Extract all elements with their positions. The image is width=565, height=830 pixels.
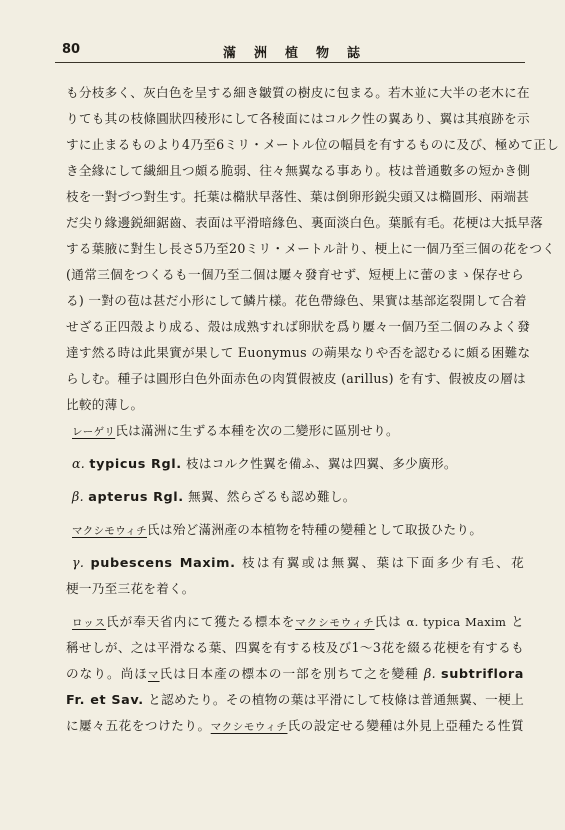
greek-letter: β. — [72, 489, 84, 504]
paragraph-text: 氏は殆ど滿洲產の本植物を特種の變種として取扱ひたり。 — [146, 522, 483, 537]
header-rule — [55, 62, 525, 63]
text-line — [66, 661, 524, 687]
form-alpha — [66, 451, 524, 477]
paragraph-text: 氏は — [374, 614, 402, 629]
paragraph-text: と認めたり。その植物の葉は平滑にして枝條は普通無翼、一梗上 — [148, 692, 524, 707]
text-line — [66, 687, 524, 713]
taxon-name: pubescens Maxim. — [90, 556, 236, 571]
author-name: マ — [147, 669, 160, 681]
text-line: き全緣にして繊細且つ頗る脆弱、往々無翼なる事あり。枝は普通數多の短かき側 — [66, 163, 531, 178]
regel-paragraph — [66, 418, 524, 444]
taxon-authority: Fr. et Sav. — [66, 693, 144, 708]
spacer — [66, 477, 524, 484]
taxon-name: typicus Rgl. — [89, 457, 182, 472]
author-name: ロッス — [72, 617, 107, 629]
text-line: だ尖り緣邊鋭細鋸齒、表面は平滑暗緣色、裏面淡白色。葉脈有毛。花梗は大抵早落 — [66, 215, 544, 230]
taxon-reference: α. typica Maxim — [406, 615, 507, 629]
text-line: も分枝多く、灰白色を呈する細き皺質の樹皮に包まる。若木並に大半の老木に在 — [66, 85, 530, 100]
author-name: レーゲリ — [72, 426, 116, 438]
form-description: 無翼、然らざるも認め難し。 — [188, 489, 356, 504]
body-text — [66, 80, 560, 739]
text-line: らしむ。種子は圓形白色外面赤色の肉質假被皮 (arillus) を有す、假被皮の層は — [66, 371, 527, 386]
paragraph-text: に屢々五花をつけたり。 — [66, 718, 211, 733]
text-line: せざる正四殼より成る、殼は成熟すれば卵狀を爲り屢々一個乃至二個のみよく發 — [66, 319, 531, 334]
text-line: りても其の枝條圓狀四稜形にして各稜面にはコルク性の翼あり、翼は其痕跡を示 — [66, 111, 530, 126]
taxon-name: subtriflora — [441, 667, 524, 682]
text-line: (通常三個をつくるも一個乃至二個は屢々發育せず、短梗上に蕾のまゝ保存せら — [66, 267, 524, 282]
text-line: 比較的薄し。 — [66, 397, 144, 412]
paragraph-text: と — [511, 614, 525, 629]
form-gamma — [66, 550, 524, 576]
form-description: 枝はコルク性翼を備ふ、翼は四翼、多少廣形。 — [185, 456, 457, 471]
page-number: 80 — [62, 42, 81, 57]
page-header — [0, 40, 565, 64]
greek-letter: γ. — [72, 555, 85, 570]
paragraph-text: 氏の設定せる變種は外見上亞種たる性質 — [287, 718, 524, 733]
taxon-name: apterus Rgl. — [88, 490, 184, 505]
spacer — [66, 444, 524, 451]
maximowicz-paragraph — [66, 517, 524, 543]
greek-letter: α. — [72, 456, 86, 471]
paragraph-text: 氏は日本產の標本の一部を別ちて之を變種 — [159, 666, 419, 681]
spacer — [66, 510, 524, 517]
paragraph-text: のなり。尚ほ — [66, 666, 148, 681]
text-line: る) 一對の苞は甚だ小形にして鱗片樣。花色帶綠色、果實は基部迄裂開して合着 — [66, 293, 527, 308]
author-name: マクシモウィチ — [210, 721, 288, 733]
text-line: する葉腋に對生し長さ5乃至20ミリ・メートル計り、梗上に一個乃至三個の花をつく — [66, 241, 556, 256]
author-name: マクシモウィチ — [72, 525, 147, 537]
running-title: 滿洲植物誌 — [222, 46, 378, 61]
text-line: 枝を一對づつ對生す。托葉は橢狀早落性、葉は倒卵形鋭尖頭又は橢圓形、兩端甚 — [66, 189, 530, 204]
text-line — [66, 609, 524, 635]
text-line — [66, 713, 524, 739]
greek-letter: β. — [424, 666, 436, 681]
spacer — [66, 543, 524, 550]
paragraph-text: 氏は滿洲に生ずる本種を次の二變形に區別せり。 — [115, 423, 399, 438]
text-line: 達す然る時は此果實が果して Euonymus の蒴果なりや否を認むるに頗る困難な — [66, 345, 531, 360]
form-description: 枝は有翼或は無翼、葉は下面多少有毛、花 — [241, 555, 525, 570]
paragraph-text: 氏が奉天省内にて獲たる標本を — [106, 614, 296, 629]
text-line: 梗一乃至三花を着く。 — [66, 581, 195, 596]
text-line: すに止まるものより4乃至6ミリ・メートル位の幅員を有するものに及び、極めて正し — [66, 137, 560, 152]
text-line: 稱せしが、之は平滑なる葉、四翼を有する枝及び1～3花を綴る花梗を有するも — [66, 640, 524, 655]
spacer — [66, 602, 524, 609]
form-beta — [66, 484, 524, 510]
author-name: マクシモウィチ — [295, 617, 375, 629]
